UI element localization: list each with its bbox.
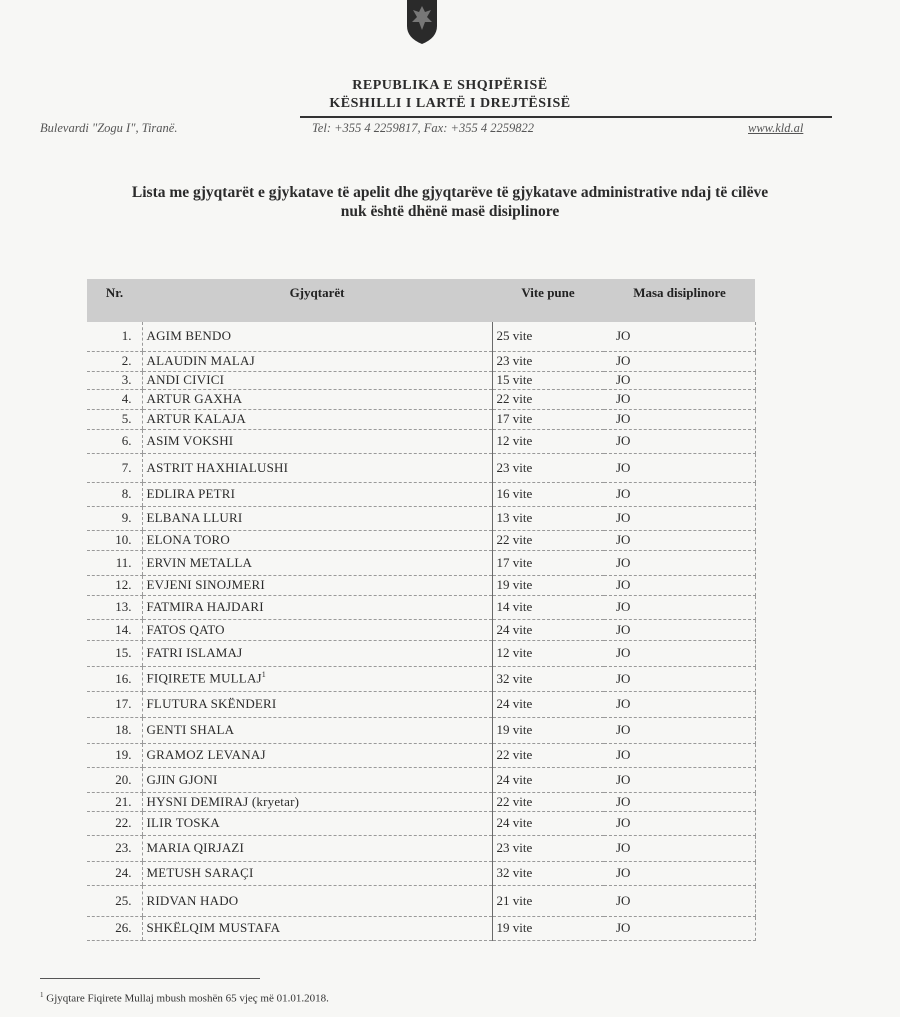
disciplinary-measure: JO: [604, 666, 755, 691]
disciplinary-measure: JO: [604, 322, 755, 351]
disciplinary-measure: JO: [604, 409, 755, 429]
years-of-service: 23 vite: [492, 351, 604, 371]
row-number: 10.: [87, 530, 142, 550]
table-row: [87, 835, 755, 861]
row-number: 20.: [87, 767, 142, 792]
years-of-service: 24 vite: [492, 767, 604, 792]
table-row: [87, 885, 755, 916]
table-row: [87, 482, 755, 506]
table-row: [87, 861, 755, 885]
phone-fax-text: Tel: +355 4 2259817, Fax: +355 4 2259822: [312, 121, 534, 135]
years-of-service: 19 vite: [492, 717, 604, 743]
org-name-republic: REPUBLIKA E SHQIPËRISË: [352, 78, 548, 93]
years-of-service: 14 vite: [492, 595, 604, 619]
judge-name: ASTRIT HAXHIALUSHI: [142, 453, 492, 482]
years-of-service: 19 vite: [492, 575, 604, 595]
judge-name: FLUTURA SKËNDERI: [142, 691, 492, 717]
disciplinary-measure: JO: [604, 885, 755, 916]
judge-name: ERVIN METALLA: [142, 550, 492, 575]
table-row: [87, 595, 755, 619]
table-row: [87, 792, 755, 811]
disciplinary-measure: JO: [604, 916, 755, 940]
years-of-service: 12 vite: [492, 429, 604, 453]
judge-name: ARTUR GAXHA: [142, 389, 492, 409]
judge-name: ASIM VOKSHI: [142, 429, 492, 453]
row-number: 17.: [87, 691, 142, 717]
row-number: 18.: [87, 717, 142, 743]
years-of-service: 12 vite: [492, 640, 604, 666]
row-number: 14.: [87, 619, 142, 640]
years-of-service: 24 vite: [492, 619, 604, 640]
judge-name: GJIN GJONI: [142, 767, 492, 792]
years-of-service: 15 vite: [492, 371, 604, 389]
judge-name: GENTI SHALA: [142, 717, 492, 743]
table-row: [87, 550, 755, 575]
row-number: 19.: [87, 743, 142, 767]
disciplinary-measure: JO: [604, 691, 755, 717]
row-number: 26.: [87, 916, 142, 940]
row-number: 24.: [87, 861, 142, 885]
table-row: [87, 743, 755, 767]
years-of-service: 32 vite: [492, 666, 604, 691]
row-number: 11.: [87, 550, 142, 575]
disciplinary-measure: JO: [604, 550, 755, 575]
judge-name: RIDVAN HADO: [142, 885, 492, 916]
years-of-service: 21 vite: [492, 885, 604, 916]
table-row: [87, 409, 755, 429]
judge-name: FATRI ISLAMAJ: [142, 640, 492, 666]
years-of-service: 23 vite: [492, 835, 604, 861]
row-number: 2.: [87, 351, 142, 371]
judge-name: ELONA TORO: [142, 530, 492, 550]
years-of-service: 23 vite: [492, 453, 604, 482]
document-title-line1: Lista me gjyqtarët e gjykatave të apelit dhe gjyqtarëve të gjykatave administrative ndaj të cilëve: [131, 184, 769, 201]
header-rule: [300, 116, 832, 118]
table-row: [87, 717, 755, 743]
col-header-years: Vite pune: [492, 279, 604, 322]
document-title-line2: nuk është dhënë masë disiplinore: [340, 203, 560, 220]
col-header-judges: Gjyqtarët: [142, 279, 492, 322]
row-number: 3.: [87, 371, 142, 389]
table-row: [87, 506, 755, 530]
years-of-service: 24 vite: [492, 691, 604, 717]
col-header-discipline: Masa disiplinore: [604, 279, 755, 322]
table-row: [87, 322, 755, 351]
judge-name: ARTUR KALAJA: [142, 409, 492, 429]
judge-name: FIQIRETE MULLAJ$^1$: [142, 666, 492, 691]
table-row: [87, 575, 755, 595]
disciplinary-measure: JO: [604, 619, 755, 640]
table-row: [87, 619, 755, 640]
years-of-service: 22 vite: [492, 389, 604, 409]
table-row: [87, 666, 755, 691]
table-header-row: [87, 279, 755, 322]
years-of-service: 32 vite: [492, 861, 604, 885]
footnote-marker: 1: [261, 670, 266, 680]
row-number: 8.: [87, 482, 142, 506]
footnote-rule: [40, 978, 260, 979]
disciplinary-measure: JO: [604, 835, 755, 861]
table-row: [87, 916, 755, 940]
judge-name: FATMIRA HAJDARI: [142, 595, 492, 619]
row-number: 12.: [87, 575, 142, 595]
row-number: 4.: [87, 389, 142, 409]
disciplinary-measure: JO: [604, 530, 755, 550]
website-link[interactable]: www.kld.al: [748, 121, 804, 135]
row-number: 6.: [87, 429, 142, 453]
table-row: [87, 811, 755, 835]
row-number: 16.: [87, 666, 142, 691]
disciplinary-measure: JO: [604, 371, 755, 389]
judge-name: METUSH SARAÇI: [142, 861, 492, 885]
years-of-service: 22 vite: [492, 743, 604, 767]
table-row: [87, 351, 755, 371]
row-number: 7.: [87, 453, 142, 482]
address-text: Bulevardi "Zogu I", Tiranë.: [40, 121, 178, 135]
years-of-service: 13 vite: [492, 506, 604, 530]
judge-name: ALAUDIN MALAJ: [142, 351, 492, 371]
years-of-service: 22 vite: [492, 530, 604, 550]
table-row: [87, 371, 755, 389]
judges-table: [87, 279, 756, 941]
table-row: [87, 691, 755, 717]
table-row: [87, 767, 755, 792]
judge-name: ANDI CIVICI: [142, 371, 492, 389]
judge-name: HYSNI DEMIRAJ (kryetar): [142, 792, 492, 811]
judge-name: FATOS QATO: [142, 619, 492, 640]
judge-name: EDLIRA PETRI: [142, 482, 492, 506]
judge-name: EVJENI SINOJMERI: [142, 575, 492, 595]
col-header-nr: Nr.: [87, 279, 142, 322]
judge-name: ILIR TOSKA: [142, 811, 492, 835]
disciplinary-measure: JO: [604, 595, 755, 619]
disciplinary-measure: JO: [604, 792, 755, 811]
judge-name: ELBANA LLURI: [142, 506, 492, 530]
years-of-service: 17 vite: [492, 409, 604, 429]
disciplinary-measure: JO: [604, 575, 755, 595]
years-of-service: 25 vite: [492, 322, 604, 351]
disciplinary-measure: JO: [604, 717, 755, 743]
row-number: 22.: [87, 811, 142, 835]
disciplinary-measure: JO: [604, 351, 755, 371]
table-row: [87, 429, 755, 453]
disciplinary-measure: JO: [604, 429, 755, 453]
row-number: 9.: [87, 506, 142, 530]
footnote: [40, 991, 329, 1005]
row-number: 1.: [87, 322, 142, 351]
row-number: 13.: [87, 595, 142, 619]
disciplinary-measure: JO: [604, 389, 755, 409]
disciplinary-measure: JO: [604, 453, 755, 482]
table-row: [87, 530, 755, 550]
years-of-service: 16 vite: [492, 482, 604, 506]
org-name-council: KËSHILLI I LARTË I DREJTËSISË: [329, 96, 571, 111]
state-emblem-icon: [405, 0, 439, 44]
disciplinary-measure: JO: [604, 482, 755, 506]
judge-name: MARIA QIRJAZI: [142, 835, 492, 861]
row-number: 25.: [87, 885, 142, 916]
table-body: [87, 322, 755, 940]
judge-name: GRAMOZ LEVANAJ: [142, 743, 492, 767]
table-row: [87, 453, 755, 482]
row-number: 15.: [87, 640, 142, 666]
disciplinary-measure: JO: [604, 640, 755, 666]
judge-name: SHKËLQIM MUSTAFA: [142, 916, 492, 940]
disciplinary-measure: JO: [604, 743, 755, 767]
disciplinary-measure: JO: [604, 861, 755, 885]
table-row: [87, 640, 755, 666]
disciplinary-measure: JO: [604, 811, 755, 835]
footnote-marker: 1: [40, 991, 44, 999]
row-number: 5.: [87, 409, 142, 429]
table-row: [87, 389, 755, 409]
footnote-text: Gjyqtare Fiqirete Mullaj mbush moshën 65 vjeç më 01.01.2018.: [46, 992, 329, 1005]
row-number: 21.: [87, 792, 142, 811]
row-number: 23.: [87, 835, 142, 861]
disciplinary-measure: JO: [604, 506, 755, 530]
years-of-service: 17 vite: [492, 550, 604, 575]
judge-name: AGIM BENDO: [142, 322, 492, 351]
years-of-service: 19 vite: [492, 916, 604, 940]
disciplinary-measure: JO: [604, 767, 755, 792]
years-of-service: 24 vite: [492, 811, 604, 835]
years-of-service: 22 vite: [492, 792, 604, 811]
